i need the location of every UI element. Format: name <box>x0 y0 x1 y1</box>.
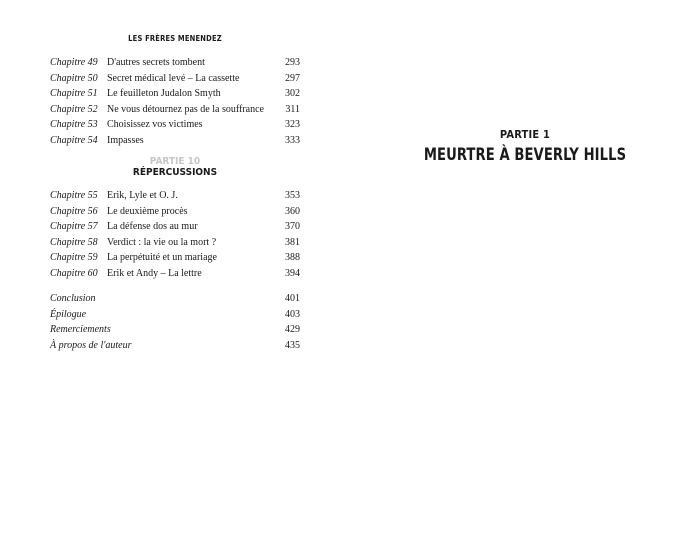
page-number: 311 <box>285 103 300 115</box>
back-matter-title: Épilogue <box>50 308 87 320</box>
chapter-number: Chapitre 53 <box>50 119 98 131</box>
page-number: 429 <box>285 324 300 336</box>
page-number: 323 <box>285 119 300 131</box>
part-heading <box>50 156 300 179</box>
toc-row <box>50 71 300 87</box>
toc-row <box>50 86 300 102</box>
chapter-title: Le deuxième procès <box>107 205 188 217</box>
toc-row <box>50 188 300 204</box>
page-number: 293 <box>285 57 300 68</box>
page-number: 435 <box>285 339 300 351</box>
back-matter-title: Remerciements <box>50 324 111 336</box>
chapter-number: Chapitre 55 <box>50 190 98 201</box>
part-title: MEURTRE À BEVERLY HILLS <box>423 145 627 165</box>
back-matter-row <box>50 322 300 338</box>
chapter-title: D'autres secrets tombent <box>107 57 205 68</box>
chapter-number: Chapitre 59 <box>50 252 98 264</box>
part-number: PARTIE 10 <box>149 156 201 167</box>
toc-row <box>50 102 300 118</box>
toc-row <box>50 250 300 266</box>
part-title: RÉPERCUSSIONS <box>132 167 218 178</box>
page-number: 302 <box>285 88 300 100</box>
toc-row <box>50 219 300 235</box>
page-number: 401 <box>285 293 300 304</box>
back-matter-row <box>50 338 300 354</box>
back-matter-row <box>50 307 300 323</box>
chapter-number: Chapitre 52 <box>50 103 98 115</box>
page-number: 353 <box>285 190 300 201</box>
chapter-title: Impasses <box>107 134 144 146</box>
back-matter-title: Conclusion <box>50 293 96 304</box>
chapter-number: Chapitre 58 <box>50 236 98 248</box>
chapter-title: Ne vous détournez pas de la souffrance <box>107 103 264 115</box>
chapter-number: Chapitre 50 <box>50 72 98 84</box>
part-label: PARTIE 1 <box>499 128 551 141</box>
right-page <box>350 0 700 538</box>
page-number: 360 <box>285 205 300 217</box>
toc-row <box>50 266 300 282</box>
part-opener <box>350 127 700 167</box>
page-number: 370 <box>285 221 300 233</box>
toc-row <box>50 55 300 71</box>
toc-row <box>50 235 300 251</box>
back-matter-title: À propos de l'auteur <box>50 339 132 351</box>
toc-row <box>50 133 300 149</box>
chapter-number: Chapitre 51 <box>50 88 98 100</box>
chapter-number: Chapitre 60 <box>50 267 98 279</box>
page-number: 333 <box>285 134 300 146</box>
toc-row <box>50 204 300 220</box>
chapter-title: La défense dos au mur <box>107 221 198 233</box>
toc-list-part9 <box>50 55 300 149</box>
chapter-title: Secret médical levé – La cassette <box>107 72 240 84</box>
page-number: 394 <box>285 267 300 279</box>
toc-row <box>50 117 300 133</box>
chapter-title: Erik, Lyle et O. J. <box>107 190 178 201</box>
page-number: 297 <box>285 72 300 84</box>
chapter-title: Verdict : la vie ou la mort ? <box>107 236 217 248</box>
page-number: 403 <box>285 308 300 320</box>
chapter-number: Chapitre 54 <box>50 134 98 146</box>
toc-list-part10 <box>50 188 300 282</box>
chapter-title: La perpétuité et un mariage <box>107 252 217 264</box>
chapter-title: Le feuilleton Judalon Smyth <box>107 88 221 100</box>
running-head: LES FRÈRES MENENDEZ <box>128 34 222 43</box>
chapter-title: Erik et Andy – La lettre <box>107 267 202 279</box>
back-matter-row <box>50 291 300 307</box>
chapter-number: Chapitre 56 <box>50 205 98 217</box>
chapter-number: Chapitre 49 <box>50 57 98 68</box>
chapter-number: Chapitre 57 <box>50 221 98 233</box>
chapter-title: Choisissez vos victimes <box>107 119 203 131</box>
page-number: 388 <box>285 252 300 264</box>
back-matter-list <box>50 291 300 353</box>
page-number: 381 <box>285 236 300 248</box>
